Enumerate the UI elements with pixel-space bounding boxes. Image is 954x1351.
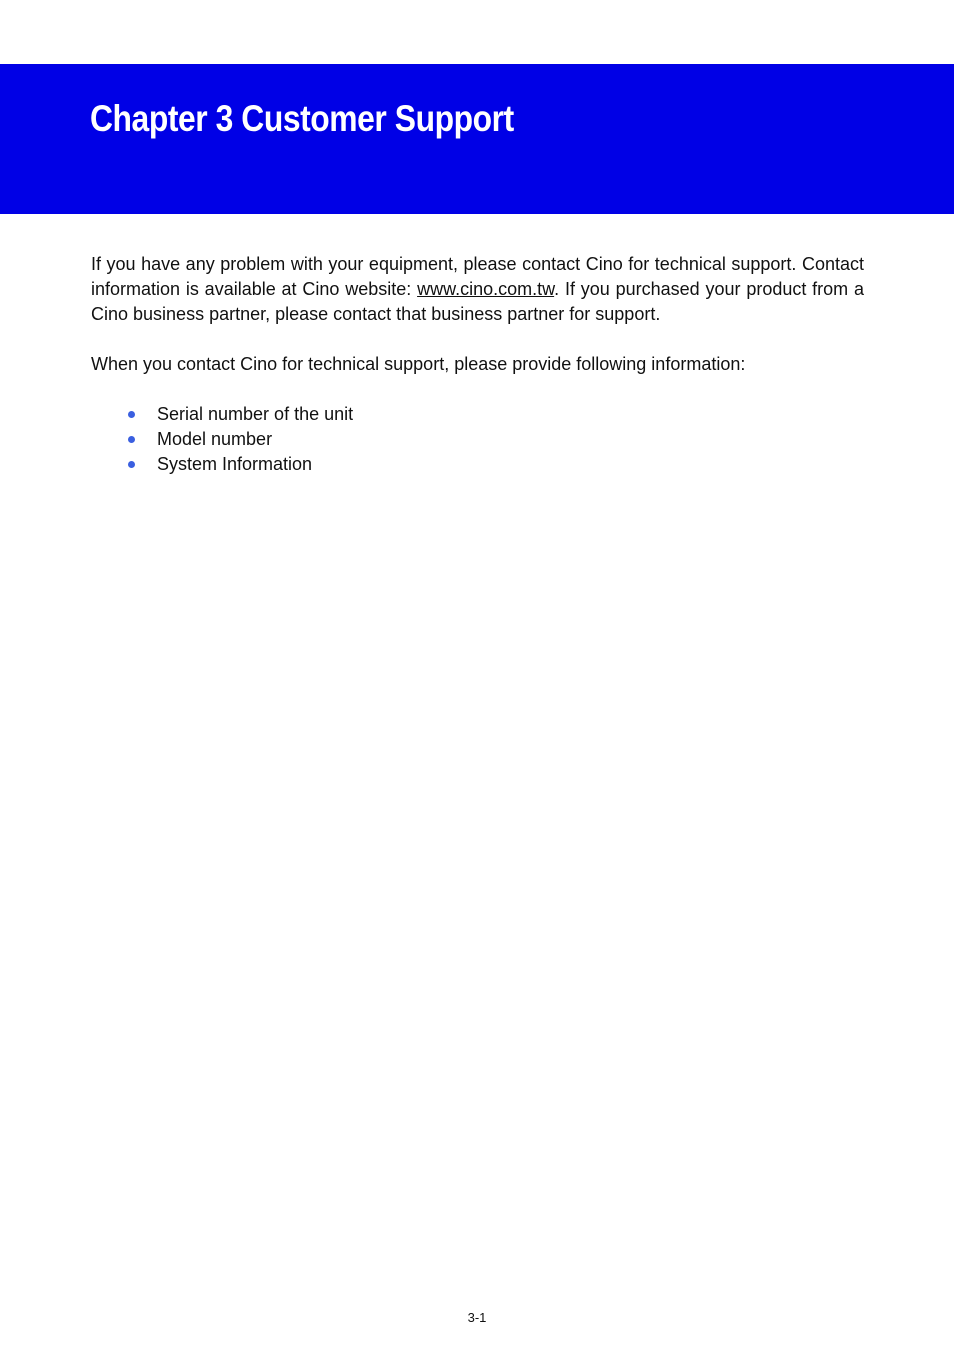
bullet-dot-icon [128,411,135,418]
page-number: 3-1 [467,1310,487,1325]
bullet-dot-icon [128,461,135,468]
list-item [128,402,353,427]
list-item [128,427,353,452]
cino-website-link[interactable]: www.cino.com.tw [417,279,555,299]
list-item-label: Model number [157,429,273,449]
required-info-list [128,402,353,477]
list-item-label: System Information [157,454,313,474]
list-item-label: Serial number of the unit [157,404,354,424]
intro-text-end: . If you purchased your product from a Cino business partner, please contact that business partner for support. [91,279,865,324]
list-item [128,452,353,477]
intro-paragraph [91,252,864,327]
bullet-dot-icon [128,436,135,443]
intro-text-start: If you have any problem with your equipment, please contact Cino for technical support. Contact information is available at Cino website: [91,254,864,299]
chapter-title: Chapter 3 Customer Support [90,98,514,139]
info-request-paragraph: When you contact Cino for technical support, please provide following information: [91,354,746,374]
